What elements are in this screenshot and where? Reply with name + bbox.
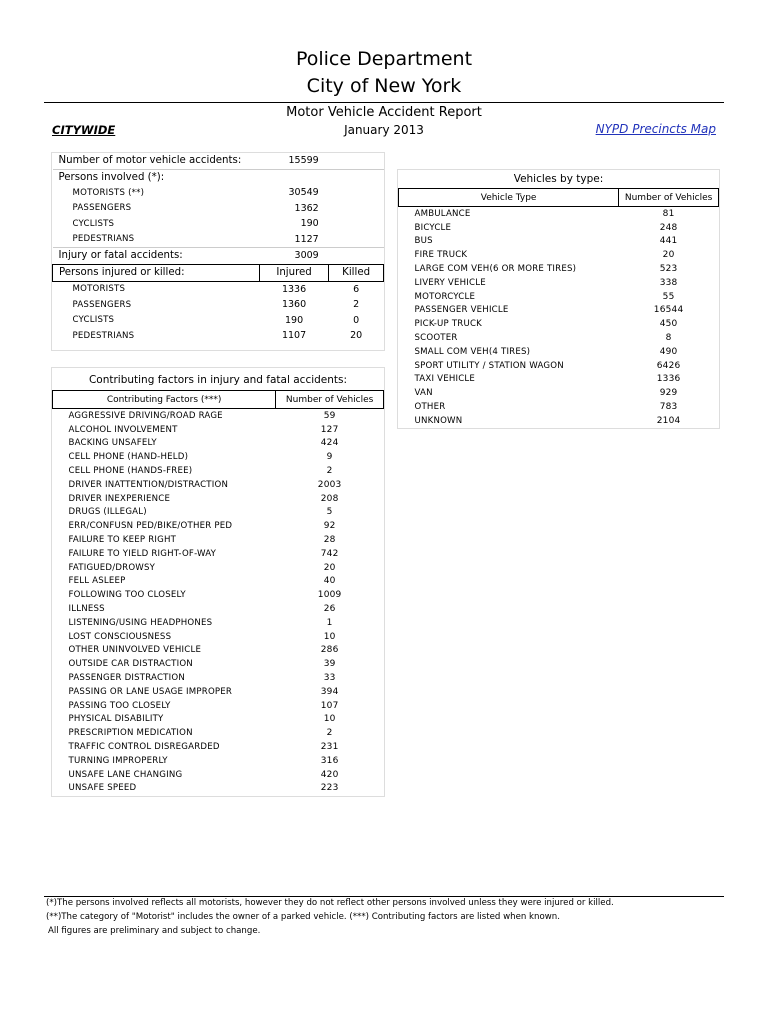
row-label: DRIVER INEXPERIENCE [68, 493, 171, 504]
table-row [53, 602, 384, 616]
table-row [53, 685, 384, 699]
row-label: VAN [414, 388, 433, 399]
killed-value: 2 [353, 299, 360, 311]
row-label: FAILURE TO KEEP RIGHT [68, 535, 177, 546]
accidents-value: 15599 [288, 155, 319, 167]
row-label: CELL PHONE (HANDS-FREE) [68, 466, 193, 477]
row-label: LISTENING/USING HEADPHONES [68, 617, 213, 628]
row-label: UNKNOWN [414, 415, 463, 426]
scope-label: CITYWIDE [52, 123, 116, 137]
table-row [399, 373, 719, 387]
row-value: 10 [323, 714, 336, 725]
table-row [53, 478, 384, 492]
row-label: BACKING UNSAFELY [68, 438, 157, 449]
table-row [53, 754, 384, 768]
row-label: PICK-UP TRUCK [414, 319, 483, 330]
vehicles-col-type: Vehicle Type [399, 189, 619, 207]
row-label: PASSENGER DISTRACTION [68, 673, 185, 684]
table-row [399, 290, 719, 304]
row-value: 2 [326, 728, 333, 739]
injured-value: 1360 [281, 299, 307, 311]
table-row [399, 414, 719, 428]
involved-category: PASSENGERS [72, 203, 132, 214]
row-label: DRIVER INATTENTION/DISTRACTION [68, 479, 229, 490]
involved-category: PEDESTRIANS [72, 234, 135, 245]
involved-label: Persons involved (*): [53, 169, 384, 185]
row-value: 8 [665, 333, 672, 344]
row-label: TAXI VEHICLE [414, 374, 476, 385]
row-value: 231 [320, 742, 339, 753]
row-label: PASSENGER VEHICLE [414, 305, 509, 316]
row-value: 1 [326, 617, 333, 628]
row-value: 20 [323, 562, 336, 573]
killed-header: Killed [329, 264, 384, 281]
row-label: UNSAFE SPEED [68, 783, 137, 794]
footnote-preliminary: All figures are preliminary and subject to change. [48, 926, 261, 936]
row-label: FIRE TRUCK [414, 250, 468, 261]
row-value: 316 [320, 755, 339, 766]
row-value: 6426 [656, 360, 681, 371]
summary-panel [51, 152, 385, 351]
row-value: 450 [659, 319, 678, 330]
table-row [53, 699, 384, 713]
row-value: 424 [320, 438, 339, 449]
table-row [53, 409, 384, 423]
row-value: 394 [320, 686, 339, 697]
row-value: 286 [320, 645, 339, 656]
injured-header: Injured [259, 264, 328, 281]
injured-killed-row [53, 313, 384, 329]
row-label: UNSAFE LANE CHANGING [68, 769, 183, 780]
row-value: 39 [323, 659, 336, 670]
row-value: 783 [659, 402, 678, 413]
row-value: 16544 [653, 305, 684, 316]
injured-killed-category: PASSENGERS [72, 299, 132, 310]
row-value: 5 [326, 507, 333, 518]
summary-table [52, 153, 384, 344]
row-value: 107 [320, 700, 339, 711]
vehicles-header-row [399, 189, 719, 207]
row-label: DRUGS (ILLEGAL) [68, 507, 147, 518]
table-row [53, 464, 384, 478]
table-row [399, 248, 719, 262]
table-row [53, 437, 384, 451]
factors-col-name: Contributing Factors (***) [53, 391, 276, 409]
table-row [399, 235, 719, 249]
factors-caption: Contributing factors in injury and fatal accidents: [88, 374, 348, 386]
injured-killed-category: MOTORISTS [72, 284, 126, 295]
footnote-persons: (*)The persons involved reflects all motorists, however they do not reflect other persons involved unless they were injured or killed. [46, 898, 614, 908]
row-label: CELL PHONE (HAND-HELD) [68, 452, 189, 463]
row-label: SMALL COM VEH(4 TIRES) [414, 346, 531, 357]
involved-category: MOTORISTS (**) [72, 187, 145, 198]
row-label: FELL ASLEEP [68, 576, 126, 587]
row-label: AGGRESSIVE DRIVING/ROAD RAGE [68, 410, 223, 421]
row-label: TURNING IMPROPERLY [68, 755, 168, 766]
involved-row [53, 216, 384, 232]
table-row [399, 359, 719, 373]
table-row [399, 207, 719, 221]
accidents-label: Number of motor vehicle accidents: [58, 155, 242, 167]
table-row [53, 616, 384, 630]
injury-fatal-label: Injury or fatal accidents: [53, 248, 260, 265]
accidents-row [53, 153, 384, 169]
killed-value: 0 [353, 314, 360, 326]
row-label: PASSING TOO CLOSELY [68, 700, 171, 711]
row-label: FATIGUED/DROWSY [68, 562, 156, 573]
injury-fatal-value: 3009 [259, 248, 328, 265]
vehicles-panel [397, 169, 720, 429]
table-row [53, 782, 384, 796]
row-value: 81 [662, 208, 675, 219]
row-value: 1336 [656, 374, 681, 385]
table-row [53, 561, 384, 575]
table-row [399, 262, 719, 276]
factors-panel [51, 367, 385, 797]
row-value: 92 [323, 521, 336, 532]
footer-divider [44, 896, 724, 897]
injured-killed-row [53, 281, 384, 297]
row-label: FAILURE TO YIELD RIGHT-OF-WAY [68, 548, 217, 559]
involved-category: CYCLISTS [72, 218, 115, 229]
table-row [53, 657, 384, 671]
row-value: 223 [320, 783, 339, 794]
row-label: PHYSICAL DISABILITY [68, 714, 164, 725]
row-label: ERR/CONFUSN PED/BIKE/OTHER PED [68, 521, 233, 532]
injury-fatal-row [53, 248, 384, 265]
row-label: MOTORCYCLE [414, 291, 476, 302]
table-row [53, 630, 384, 644]
factors-header-row [53, 391, 384, 409]
row-value: 26 [323, 604, 336, 615]
table-row [399, 317, 719, 331]
vehicles-col-count: Number of Vehicles [619, 189, 719, 207]
table-row [399, 386, 719, 400]
table-row [53, 450, 384, 464]
row-value: 2003 [317, 479, 342, 490]
row-label: ILLNESS [68, 604, 105, 615]
involved-row [53, 185, 384, 201]
factors-table [52, 390, 384, 795]
row-value: 1009 [317, 590, 342, 601]
involved-value: 1362 [294, 202, 319, 214]
row-label: PRESCRIPTION MEDICATION [68, 728, 193, 739]
killed-value: 6 [353, 283, 360, 295]
involved-value: 190 [300, 218, 319, 230]
header-divider [44, 102, 724, 103]
row-value: 248 [659, 222, 678, 233]
injured-killed-row [53, 328, 384, 344]
injured-killed-header [53, 264, 384, 281]
row-value: 420 [320, 769, 339, 780]
row-value: 523 [659, 264, 678, 275]
table-row [399, 400, 719, 414]
row-label: SPORT UTILITY / STATION WAGON [414, 360, 564, 371]
precincts-map-link[interactable]: NYPD Precincts Map [595, 122, 716, 136]
injured-killed-label: Persons injured or killed: [53, 264, 260, 281]
table-row [399, 304, 719, 318]
injured-killed-category: CYCLISTS [72, 315, 115, 326]
injured-killed-row [53, 297, 384, 313]
row-value: 55 [662, 291, 675, 302]
involved-value: 1127 [294, 233, 319, 245]
table-row [53, 533, 384, 547]
vehicles-caption: Vehicles by type: [513, 173, 604, 185]
row-label: OUTSIDE CAR DISTRACTION [68, 659, 193, 670]
row-label: LIVERY VEHICLE [414, 277, 486, 288]
row-value: 28 [323, 535, 336, 546]
factors-body [53, 409, 384, 796]
row-value: 929 [659, 388, 678, 399]
row-value: 490 [659, 346, 678, 357]
row-label: OTHER [414, 402, 446, 413]
row-label: SCOOTER [414, 333, 458, 344]
row-label: PASSING OR LANE USAGE IMPROPER [68, 686, 233, 697]
report-month: January 2013 [344, 123, 424, 137]
table-row [53, 726, 384, 740]
table-row [53, 492, 384, 506]
vehicles-body [399, 207, 719, 428]
row-value: 208 [320, 493, 339, 504]
vehicles-table [398, 188, 719, 428]
table-row [399, 345, 719, 359]
row-label: LARGE COM VEH(6 OR MORE TIRES) [414, 264, 577, 275]
row-label: BUS [414, 236, 433, 247]
report-title: Motor Vehicle Accident Report [286, 105, 482, 120]
injured-value: 1336 [281, 283, 307, 295]
table-row [53, 423, 384, 437]
row-label: AMBULANCE [414, 208, 471, 219]
table-row [53, 519, 384, 533]
row-value: 742 [320, 548, 339, 559]
city-title: City of New York [306, 75, 462, 97]
table-row [53, 671, 384, 685]
table-row [53, 506, 384, 520]
table-row [53, 713, 384, 727]
table-row [53, 547, 384, 561]
row-label: ALCOHOL INVOLVEMENT [68, 424, 178, 435]
injured-value: 190 [284, 314, 304, 326]
row-value: 2104 [656, 415, 681, 426]
involved-row [53, 201, 384, 217]
table-row [399, 331, 719, 345]
row-label: LOST CONSCIOUSNESS [68, 631, 172, 642]
table-row [53, 740, 384, 754]
row-label: FOLLOWING TOO CLOSELY [68, 590, 186, 601]
row-value: 338 [659, 277, 678, 288]
row-value: 2 [326, 466, 333, 477]
table-row [399, 221, 719, 235]
row-value: 33 [323, 673, 336, 684]
row-label: TRAFFIC CONTROL DISREGARDED [68, 742, 220, 753]
table-row [53, 575, 384, 589]
table-row [53, 644, 384, 658]
footnote-motorist: (**)The category of "Motorist" includes the owner of a parked vehicle. (***) Contributing factors are listed when known. [46, 912, 560, 922]
row-value: 20 [662, 250, 675, 261]
involved-row [53, 232, 384, 248]
row-value: 10 [323, 631, 336, 642]
row-value: 9 [326, 452, 333, 463]
row-value: 59 [323, 410, 336, 421]
row-value: 127 [320, 424, 339, 435]
row-label: BICYCLE [414, 222, 452, 233]
injured-killed-category: PEDESTRIANS [72, 330, 135, 341]
table-row [399, 276, 719, 290]
row-value: 441 [659, 236, 678, 247]
row-label: OTHER UNINVOLVED VEHICLE [68, 645, 202, 656]
row-value: 40 [323, 576, 336, 587]
involved-header-row [53, 169, 384, 185]
table-row [53, 768, 384, 782]
involved-value: 30549 [288, 187, 319, 199]
department-title: Police Department [295, 48, 473, 70]
injured-value: 1107 [281, 330, 307, 342]
table-row [53, 588, 384, 602]
factors-col-count: Number of Vehicles [276, 391, 384, 409]
killed-value: 20 [350, 330, 363, 342]
